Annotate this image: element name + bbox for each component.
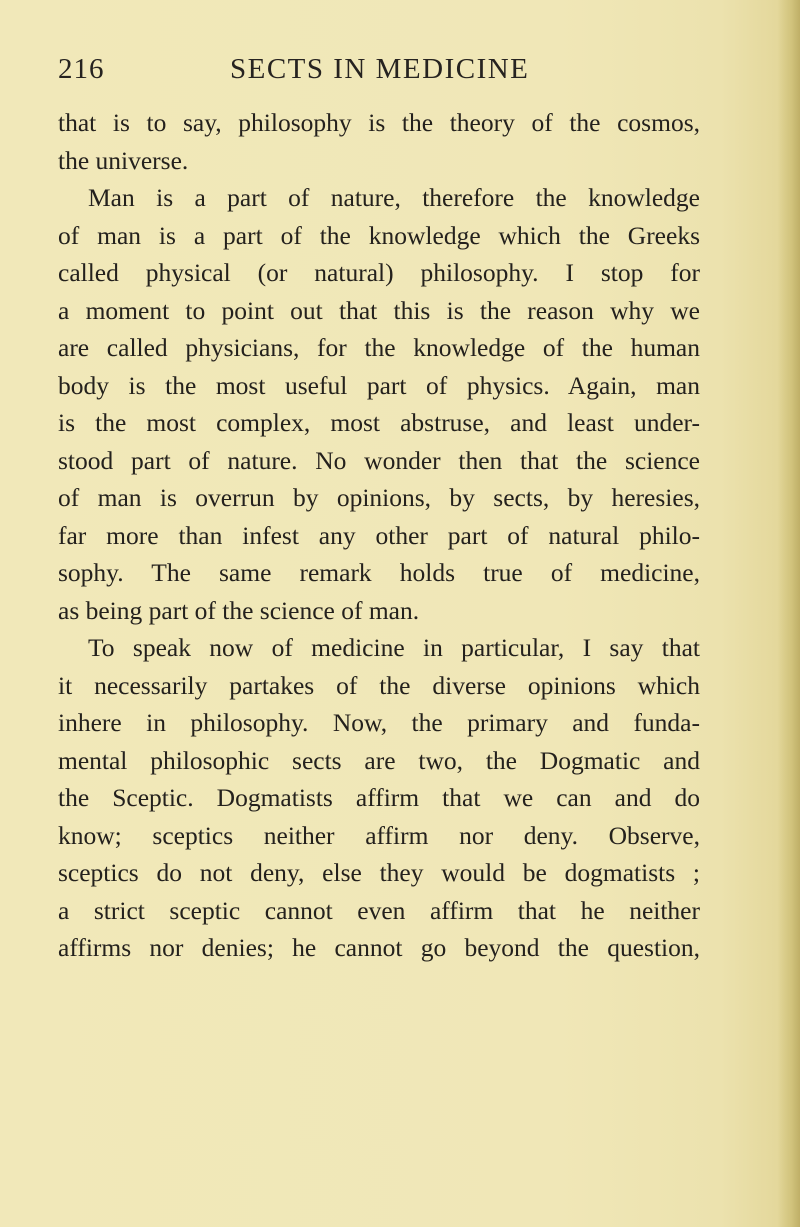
page-number: 216 <box>58 53 105 85</box>
text-line: it necessarily partakes of the diverse opinions which <box>58 670 700 700</box>
text-line: of man is a part of the knowledge which the Greeks <box>58 220 700 250</box>
text-line: mental philosophic sects are two, the Dogmatic and <box>58 745 700 775</box>
text-line: sceptics do not deny, else they would be dogmatists ; <box>58 858 700 887</box>
text-line: stood part of nature. No wonder then that the science <box>58 445 700 475</box>
text-line: of man is overrun by opinions, by sects, by heresies, <box>58 483 700 512</box>
text-line: are called physicians, for the knowledge of the human <box>58 333 700 362</box>
text-line: affirms nor denies; he cannot go beyond the question, <box>58 933 700 962</box>
text-line: the universe. <box>58 145 189 175</box>
text-line: far more than infest any other part of natural philo- <box>58 520 700 550</box>
text-line: called physical (or natural) philosophy. I stop for <box>58 258 700 287</box>
text-line: body is the most useful part of physics. Again, man <box>58 370 700 400</box>
text-line: is the most complex, most abstruse, and least under- <box>58 408 700 437</box>
page-header <box>58 53 680 93</box>
text-line: sophy. The same remark holds true of medicine, <box>58 558 700 587</box>
page-edge-shadow <box>778 0 800 1227</box>
text-line: as being part of the science of man. <box>58 595 420 625</box>
body-text <box>58 104 700 967</box>
text-line: know; sceptics neither affirm nor deny. Observe, <box>58 820 700 850</box>
text-line: that is to say, philosophy is the theory of the cosmos, <box>58 108 700 137</box>
text-line: To speak now of medicine in particular, I say that <box>88 633 700 662</box>
text-line: inhere in philosophy. Now, the primary and funda- <box>58 708 700 737</box>
text-line: the Sceptic. Dogmatists affirm that we can and do <box>58 783 700 812</box>
text-line: a strict sceptic cannot even affirm that he neither <box>58 895 700 925</box>
text-line: a moment to point out that this is the reason why we <box>58 295 700 325</box>
running-head: SECTS IN MEDICINE <box>230 53 530 85</box>
text-line: Man is a part of nature, therefore the knowledge <box>88 183 700 212</box>
